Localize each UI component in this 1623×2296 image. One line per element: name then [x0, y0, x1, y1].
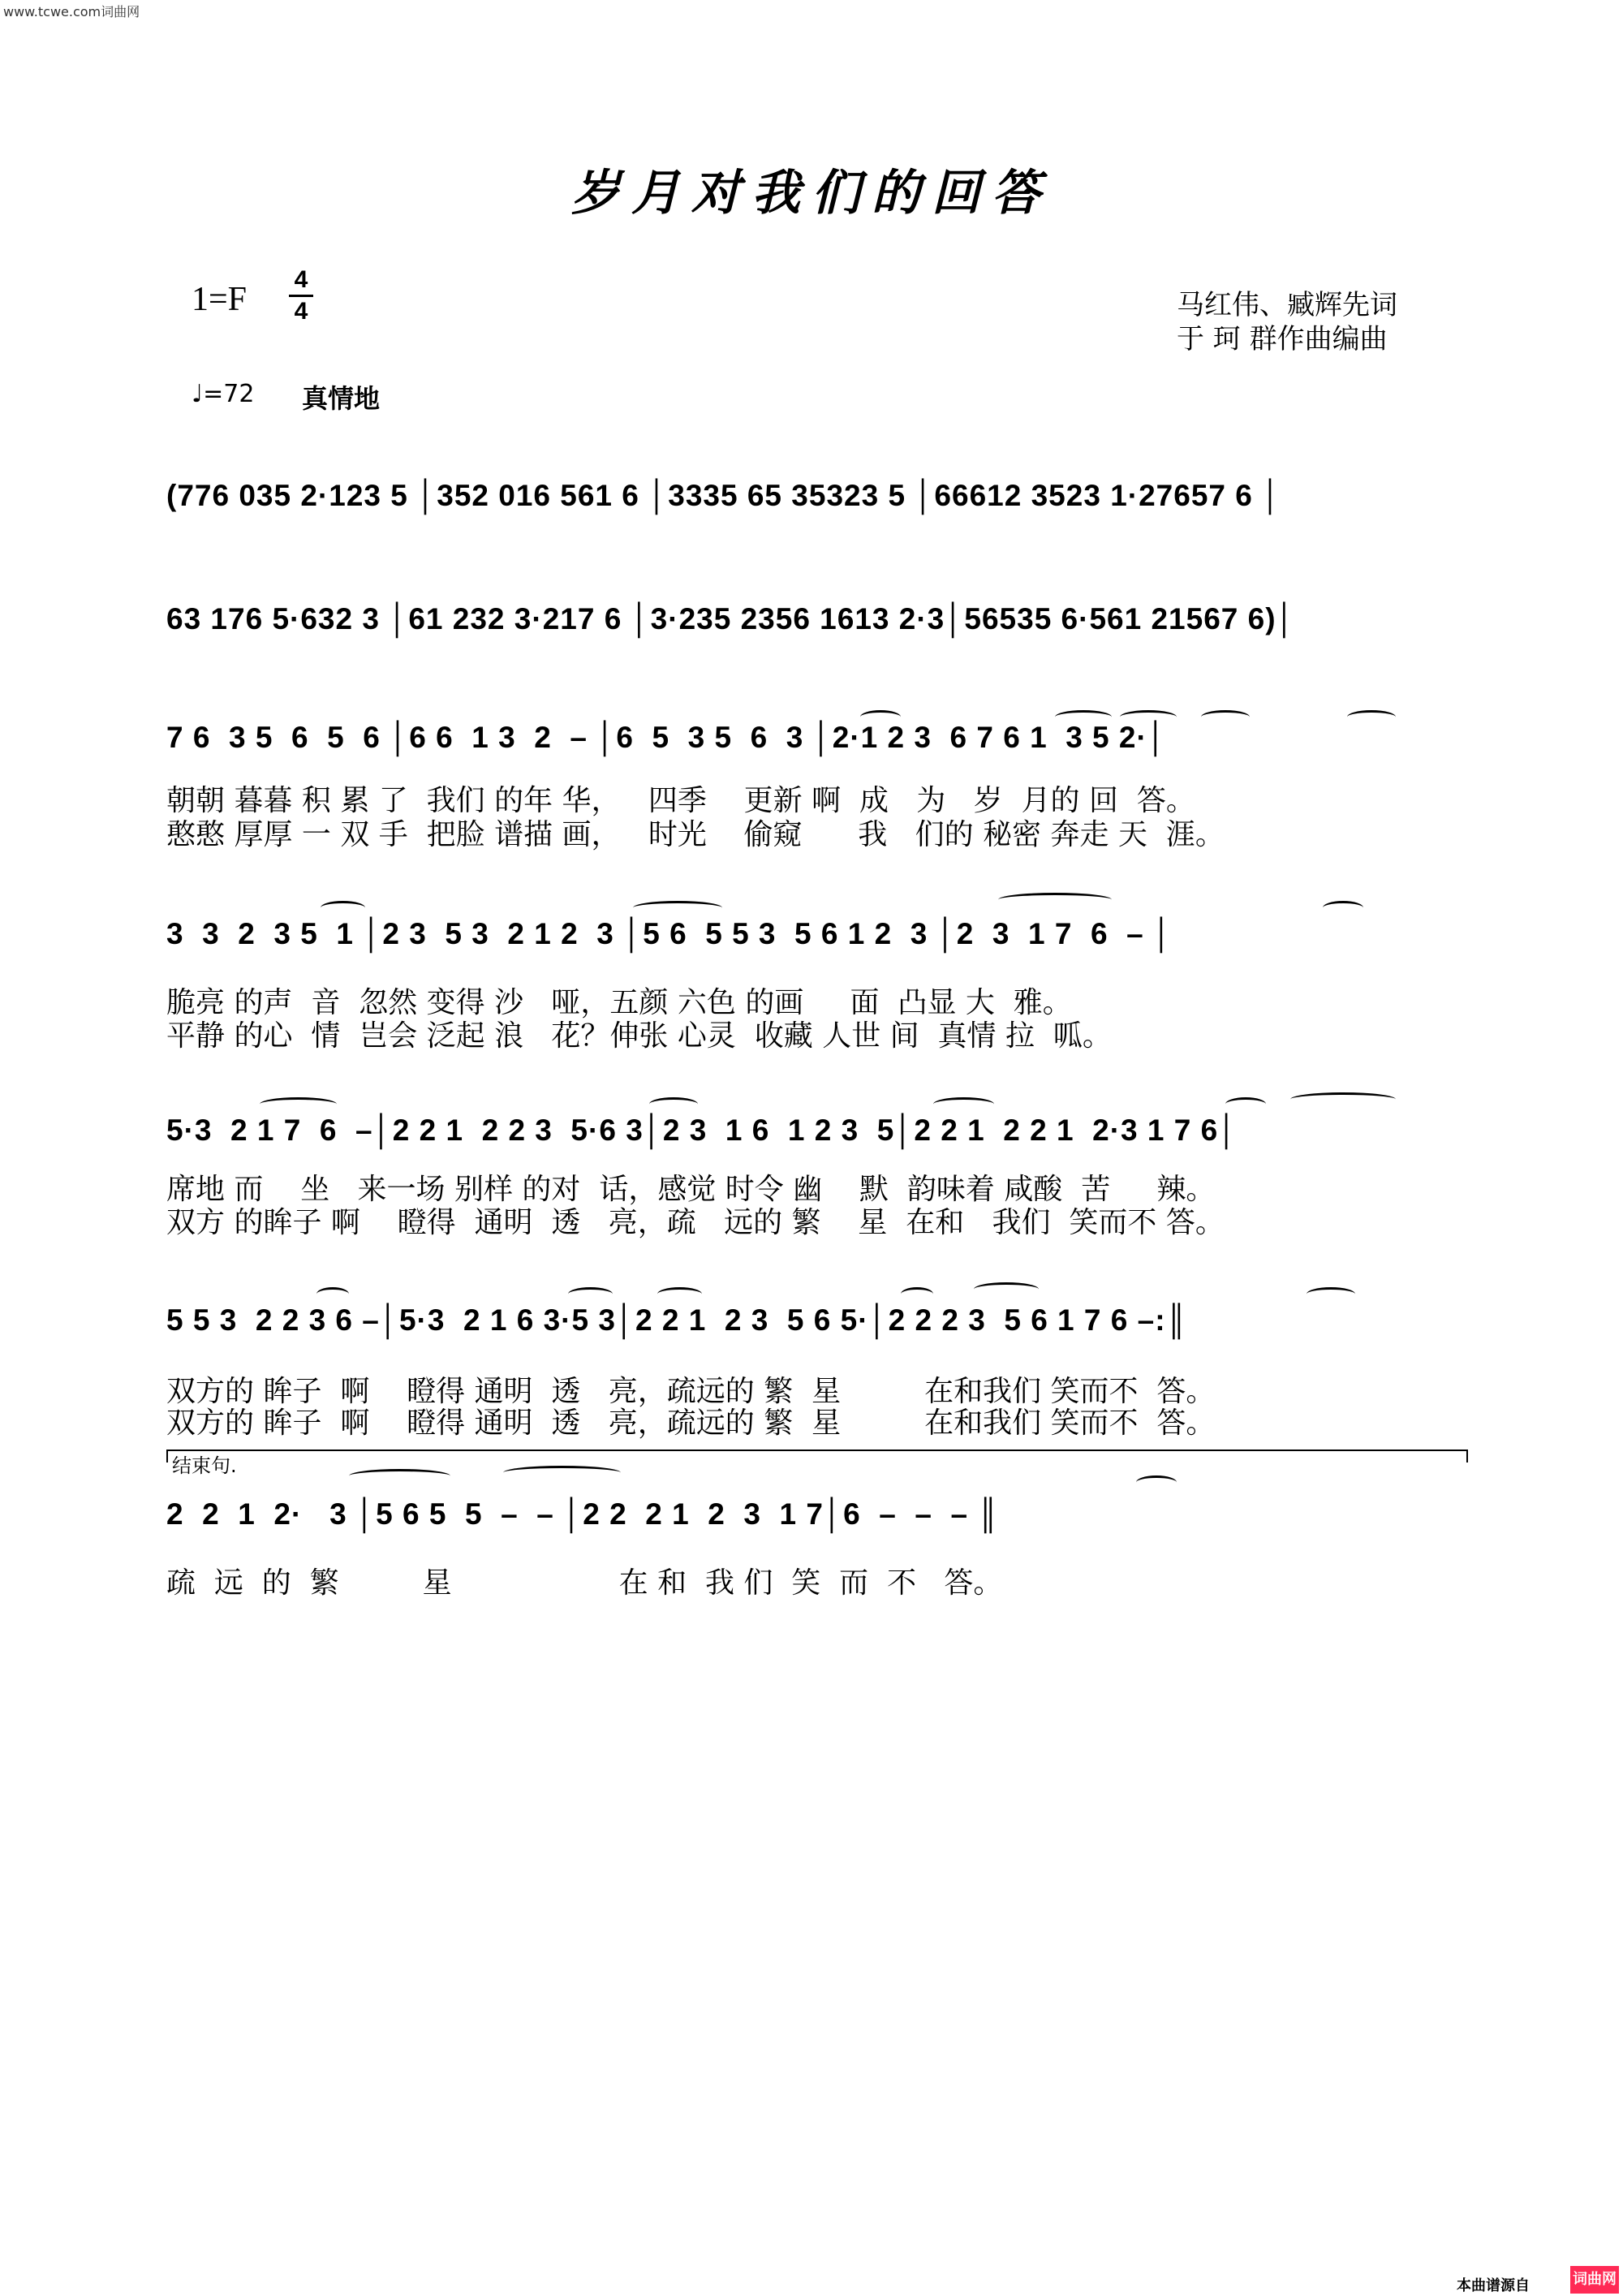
slur [1225, 1097, 1266, 1111]
lyric-line-4b: 平静 的心 情 岂会 泛起 浪 花？伸张 心灵 收藏 人世 间 真情 拉 呱。 [166, 1019, 1112, 1053]
score-system-4: 3 3 2 3 5 1 │2 3 5 3 2 1 2 3 │5 6 5 5 3 5 6 1 2 3 │2 3 1 7 6 – │ [166, 917, 1173, 950]
time-signature-top: 4 [294, 266, 308, 293]
slur [1201, 710, 1250, 724]
watermark-logo: 词曲网 [1570, 2266, 1619, 2294]
slur [1290, 1092, 1396, 1106]
lyric-line-4a: 脆亮 的声 音 忽然 变得 沙 哑，五颜 六色 的画 面 凸显 大 雅。 [166, 986, 1072, 1019]
score-system-2: 63 176 5·632 3 │61 232 3·217 6 │3·235 2356 1613 2·3│56535 6·561 21567 6)│ [166, 602, 1296, 635]
time-signature-bottom: 4 [294, 298, 308, 325]
score-system-6: 5 5 3 2 2 3 6 –│5·3 2 1 6 3·5 3│2 2 1 2 3 5 6 5·│2 2 2 3 5 6 1 7 6 –:║ [166, 1303, 1188, 1337]
slur [657, 1287, 702, 1301]
lyric-line-6b: 双方的 眸子 啊 瞪得 通明 透 亮，疏远的 繁 星 在和我们 笑而不 答。 [166, 1406, 1216, 1440]
slur [998, 893, 1112, 907]
lyric-line-7: 疏 远 的 繁 星 在 和 我 们 笑 而 不 答。 [166, 1566, 1003, 1600]
lyric-line-3a: 朝朝 暮暮 积 累 了 我们 的年 华， 四季 更新 啊 成 为 岁 月的 回 答。 [166, 784, 1195, 817]
time-signature [289, 266, 313, 325]
lyric-line-5a: 席地 而 坐 来一场 别样 的对 话，感觉 时令 幽 默 韵味着 咸酸 苦 辣。 [166, 1173, 1216, 1206]
lyric-line-5b: 双方 的眸子 啊 瞪得 通明 透 亮，疏 远的 繁 星 在和 我们 笑而不 答。 [166, 1206, 1225, 1239]
watermark-top: www.tcwe.com词曲网 [3, 4, 140, 19]
slur [933, 1097, 994, 1111]
slur [260, 1097, 337, 1111]
watermark-bottom: 本曲谱源自 [1457, 2277, 1530, 2294]
composer-credit: 于 珂 群作曲编曲 [1177, 323, 1388, 355]
ending-label: 结束句. [172, 1454, 237, 1477]
slur [649, 1097, 698, 1111]
slur [1347, 710, 1396, 724]
slur [1120, 710, 1177, 724]
slur [974, 1282, 1039, 1296]
lyric-line-3b: 憨憨 厚厚 一 双 手 把脸 谱描 画， 时光 偷窥 我 们的 秘密 奔走 天 涯。 [166, 818, 1225, 851]
slur [349, 1469, 450, 1483]
score-system-3: 7 6 3 5 6 5 6 │6 6 1 3 2 – │6 5 3 5 6 3 │2·1 2 3 6 7 6 1 3 5 2·│ [166, 721, 1167, 754]
slur [1136, 1475, 1177, 1489]
score-system-5: 5·3 2 1 7 6 –│2 2 1 2 2 3 5·6 3│2 3 1 6 1 2 3 5│2 2 1 2 2 1 2·3 1 7 6│ [166, 1114, 1238, 1147]
slur [316, 1287, 349, 1301]
score-system-1: (776 035 2·123 5 │352 016 561 6 │3335 65 35323 5 │66612 3523 1·27657 6 │ [166, 479, 1282, 512]
key-signature: 1=F [192, 281, 248, 318]
lyricist-credit: 马红伟、臧辉先词 [1177, 289, 1397, 321]
slur [1055, 710, 1112, 724]
slur [633, 901, 722, 915]
expression-marking: 真情地 [302, 383, 381, 414]
slur [1307, 1287, 1355, 1301]
slur [503, 1466, 621, 1480]
slur [1323, 901, 1363, 915]
slur [860, 710, 901, 724]
ending-bracket [166, 1450, 1468, 1462]
lyric-line-6a: 双方的 眸子 啊 瞪得 通明 透 亮，疏远的 繁 星 在和我们 笑而不 答。 [166, 1375, 1216, 1408]
tempo-marking: ♩=72 [192, 380, 255, 408]
slur [901, 1287, 933, 1301]
slur [568, 1287, 613, 1301]
song-title: 岁月对我们的回答 [571, 165, 1052, 222]
slur [321, 901, 365, 915]
score-system-7: 2 2 1 2· 3 │5 6 5 5 – – │2 2 2 1 2 3 1 7│6 – – – ║ [166, 1497, 1000, 1531]
